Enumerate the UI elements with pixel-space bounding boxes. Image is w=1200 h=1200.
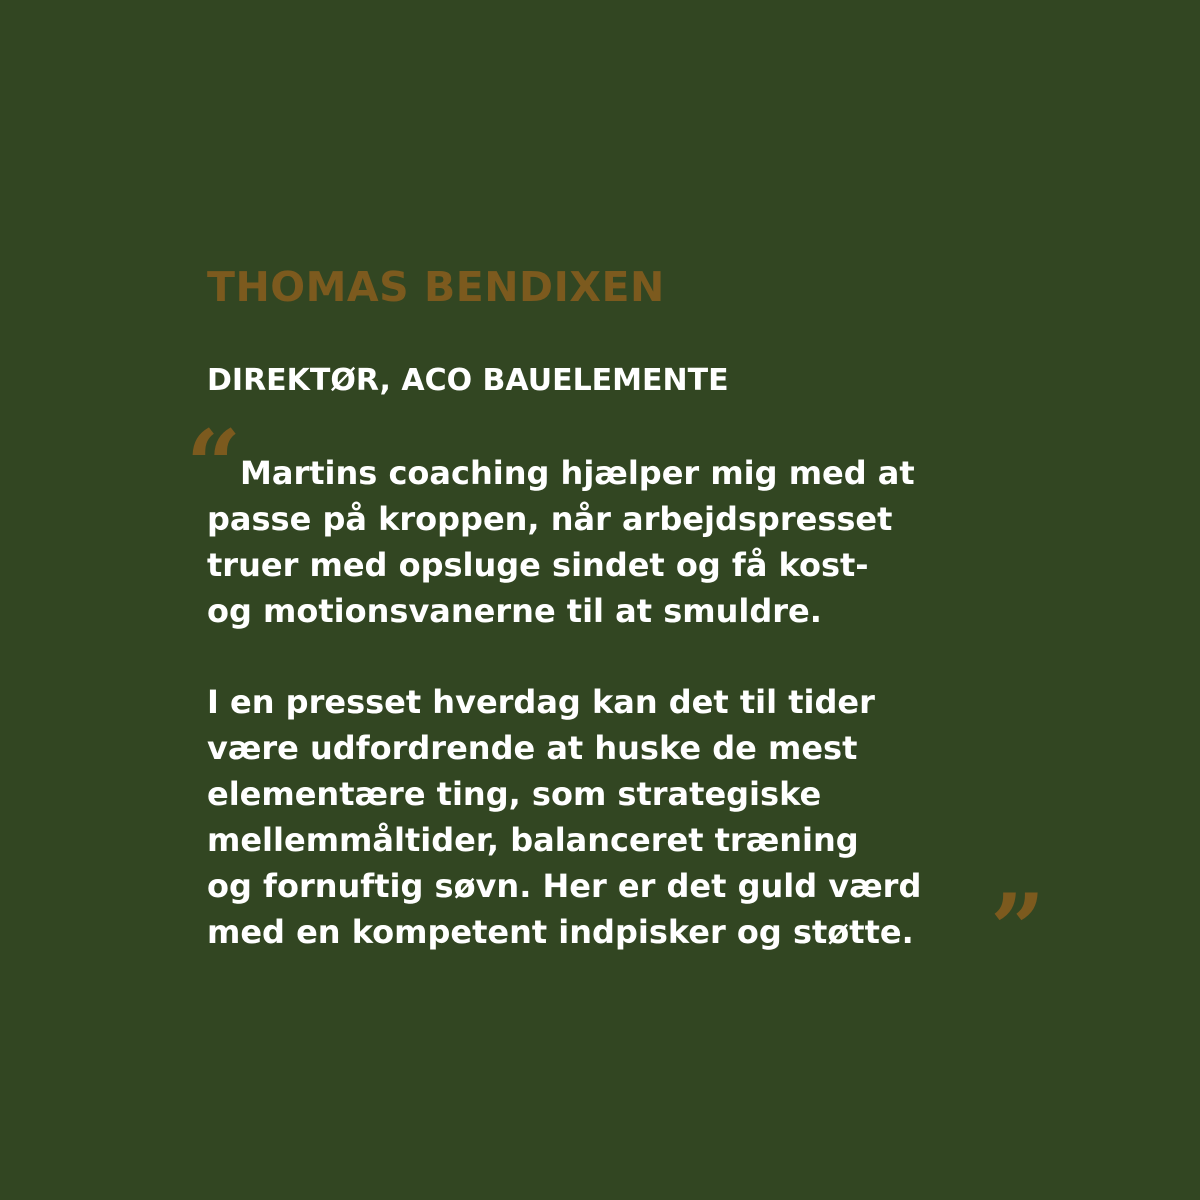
open-quote-icon: “ <box>186 409 236 522</box>
testimonial-role: DIREKTØR, ACO BAUELEMENTE <box>207 363 729 398</box>
quote-line: med en kompetent indpisker og støtte. <box>207 913 914 951</box>
close-quote-icon: ” <box>990 873 1040 986</box>
quote-line: og fornuftig søvn. Her er det guld værd <box>207 867 922 905</box>
quote-paragraph-1 <box>207 450 915 634</box>
quote-line: passe på kroppen, når arbejdspresset <box>207 500 893 538</box>
quote-line: I en presset hverdag kan det til tider <box>207 683 875 721</box>
testimonial-name: THOMAS BENDIXEN <box>207 263 665 311</box>
quote-line: elementære ting, som strategiske <box>207 775 822 813</box>
quote-paragraph-2 <box>207 679 921 955</box>
quote-line: mellemmåltider, balanceret træning <box>207 821 859 859</box>
quote-line: og motionsvanerne til at smuldre. <box>207 592 822 630</box>
quote-line: være udfordrende at huske de mest <box>207 729 858 767</box>
quote-line: Martins coaching hjælper mig med at <box>240 454 915 492</box>
quote-line: truer med opsluge sindet og få kost- <box>207 546 869 584</box>
